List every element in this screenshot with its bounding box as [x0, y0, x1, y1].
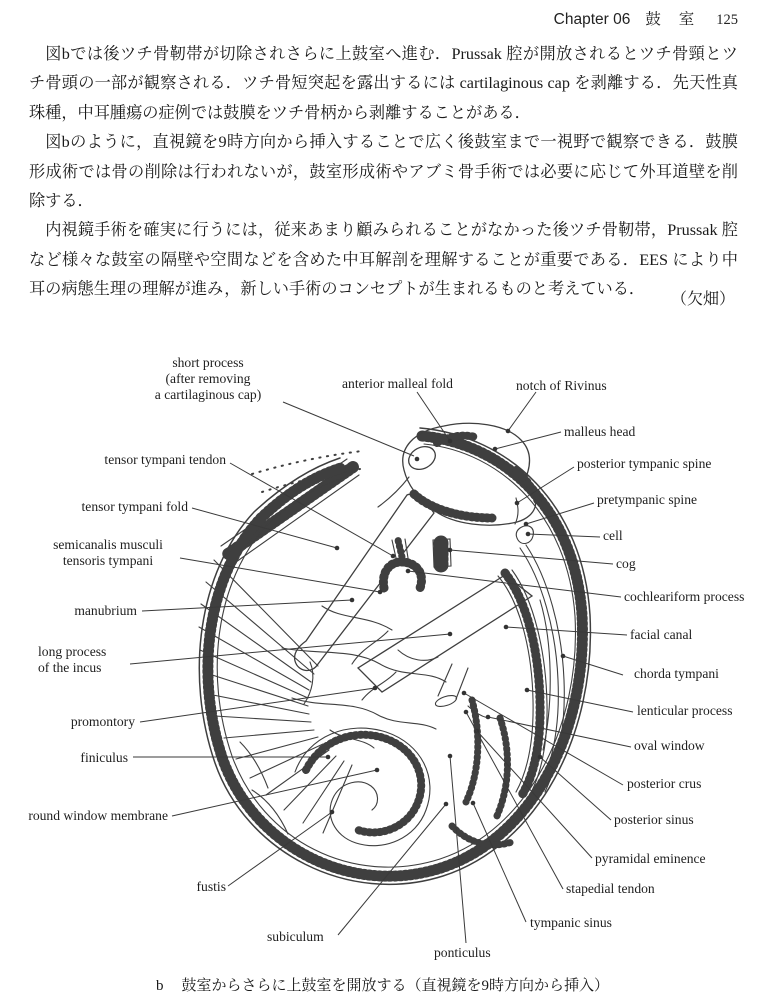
middle-ear-illustration	[0, 340, 765, 965]
figure-label-manubrium: manubrium	[74, 603, 137, 618]
figure-label-promontory: promontory	[70, 714, 135, 729]
author-attribution: （欠畑）	[670, 291, 735, 308]
paragraph-3: 内視鏡手術を確実に行うには，従来あまり顧みられることがなかった後ツチ骨靭帯，Prussak 腔など様々な鼓室の隔壁や空間などを含めた中耳解剖を理解することが重要である．EES により中耳の病態生理の理解が進み，新しい手術のコンセプトが生まれるものと考えている．	[29, 221, 738, 299]
figure-label-round-window-membrane: round window membrane	[28, 808, 168, 823]
figure-label-cochleariform-process: cochleariform process	[624, 589, 745, 604]
section-title: 鼓 室	[645, 11, 702, 28]
figure-label-pretympanic-spine: pretympanic spine	[597, 492, 698, 507]
figure-label-posterior-tympanic-spine: posterior tympanic spine	[577, 456, 712, 471]
figure-label-pyramidal-eminence: pyramidal eminence	[595, 851, 706, 866]
figure-label-facial-canal: facial canal	[630, 627, 693, 642]
paragraph-2: 図bのように，直視鏡を9時方向から挿入することで広く後鼓室まで一視野で観察できる．鼓膜形成術では骨の削除は行われないが，鼓室形成術やアブミ骨手術では必要に応じて外耳道壁を削除する．	[29, 133, 738, 211]
figure-label-anterior-malleal-fold: anterior malleal fold	[342, 376, 453, 391]
figure-label-semicanalis-musculi-tensoris-tympani: semicanalis musculi tensoris tympani	[53, 537, 163, 568]
chapter-heading: Chapter 06	[553, 11, 631, 28]
page-header	[554, 7, 738, 29]
figure-caption-text: 鼓室からさらに上鼓室を開放する（直視鏡を9時方向から挿入）	[181, 978, 609, 994]
figure-label-lenticular-process: lenticular process	[637, 703, 733, 718]
figure-label-tensor-tympani-fold: tensor tympani fold	[81, 499, 188, 514]
figure-label-chorda-tympani: chorda tympani	[634, 666, 719, 681]
figure-label-malleus-head: malleus head	[564, 424, 636, 439]
figure-label-long-process-of-the-incus: long process of the incus	[38, 644, 107, 675]
illustration-ink	[199, 423, 590, 884]
figure-label-ponticulus: ponticulus	[434, 945, 491, 960]
figure-caption	[0, 974, 765, 995]
body-text	[29, 40, 738, 305]
figure-label-short-process: short process (after removing a cartilaginous cap)	[154, 355, 262, 402]
figure-label-posterior-crus: posterior crus	[627, 776, 702, 791]
figure-caption-letter: b	[155, 978, 164, 994]
page-number: 125	[716, 12, 738, 28]
figure-label-cell: cell	[603, 528, 623, 543]
figure-label-tympanic-sinus: tympanic sinus	[530, 915, 612, 930]
paragraph-1: 図bでは後ツチ骨靭帯が切除されさらに上鼓室へ進む．Prussak 腔が開放されるとツチ骨頸とツチ骨頭の一部が観察される．ツチ骨短突起を露出するには cartilaginous cap を剥離する．先天性真珠種，中耳腫瘍の症例では鼓膜をツチ骨柄から剥離することがある．	[29, 45, 738, 122]
figure-label-tensor-tympani-tendon: tensor tympani tendon	[104, 452, 226, 467]
figure-label-fustis: fustis	[196, 879, 226, 894]
figure-label-oval-window: oval window	[634, 738, 705, 753]
figure-label-stapedial-tendon: stapedial tendon	[566, 881, 655, 896]
figure-label-posterior-sinus: posterior sinus	[614, 812, 694, 827]
figure-label-subiculum: subiculum	[267, 929, 324, 944]
figure-label-cog: cog	[616, 556, 636, 571]
figure-label-notch-of-rivinus: notch of Rivinus	[516, 378, 607, 393]
figure-label-finiculus: finiculus	[80, 750, 128, 765]
